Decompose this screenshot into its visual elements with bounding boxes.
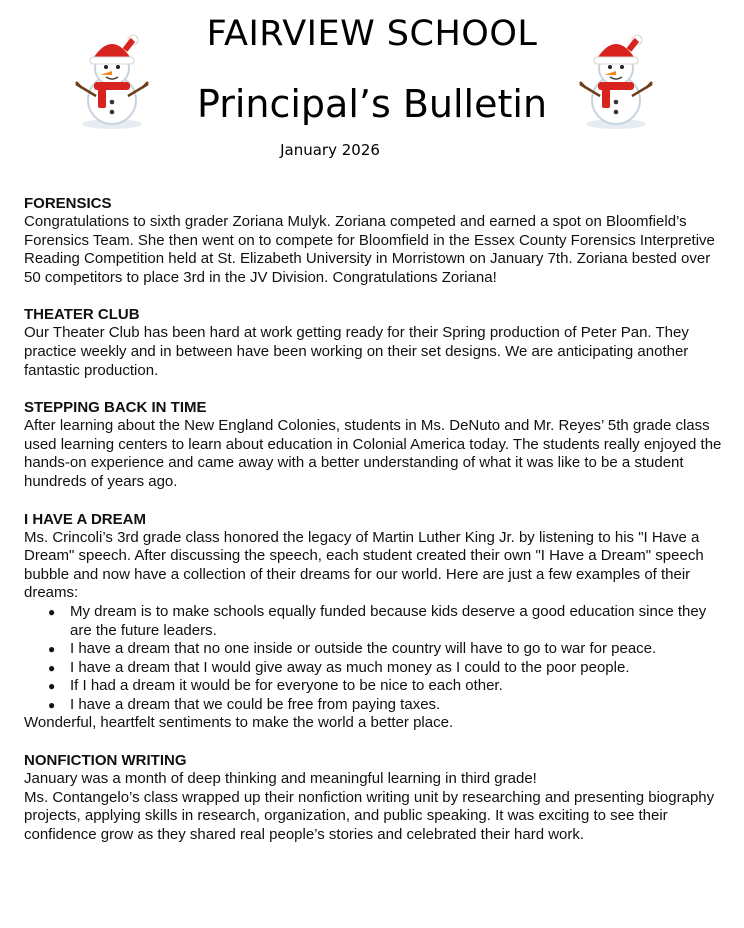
section-i-have-a-dream: [24, 510, 724, 734]
section-closing: Wonderful, heartfelt sentiments to make the world a better place.: [24, 714, 454, 732]
section-body: Congratulations to sixth grader Zoriana Mulyk. Zoriana competed and earned a spot on Bloomfield’s Forensics Team. She then went on to compete for Bloomfield in the Essex County Forensics Interpretive Reading Competition held at St. Elizabeth University in Morristown on January 7th. Zoriana bested over 50 competitors to place 3rd in the JV Division. Congratulations Zoriana!: [24, 213, 715, 286]
section-heading: THEATER CLUB: [24, 306, 140, 324]
section-heading: NONFICTION WRITING: [24, 752, 187, 770]
list-item: ● I have a dream that no one inside or outside the country will have to go to war for peace.: [48, 640, 724, 659]
bulletin-content: [24, 194, 724, 862]
section-heading: I HAVE A DREAM: [24, 510, 146, 528]
list-item: ● If I had a dream it would be for everyone to be nice to each other.: [48, 677, 724, 696]
bulletin-date: January 2026: [280, 141, 380, 159]
page-title: Principal’s Bulletin: [196, 82, 548, 126]
section-stepping-back-in-time: [24, 398, 724, 491]
section-body: January was a month of deep thinking and meaningful learning in third grade!: [24, 770, 537, 788]
list-item: ● I have a dream that I would give away as much money as I could to the poor people.: [48, 659, 724, 678]
section-body: Ms. Crincoli’s 3rd grade class honored the legacy of Martin Luther King Jr. by listening to his "I Have a Dream" speech. After discussing the speech, each student created their own "I Have a Dream" speech bubble and now have a collection of their dreams for our world. Here are just a few examples of their dreams:: [24, 528, 704, 602]
list-item: ● My dream is to make schools equally funded because kids deserve a good education since they are the future leaders.: [48, 603, 724, 640]
list-item: ● I have a dream that we could be free from paying taxes.: [48, 696, 724, 715]
school-name: FAIRVIEW SCHOOL: [206, 14, 538, 54]
section-nonfiction-writing: [24, 751, 724, 844]
section-heading: STEPPING BACK IN TIME: [24, 399, 207, 417]
section-forensics: [24, 194, 724, 287]
section-body: Our Theater Club has been hard at work getting ready for their Spring production of Peter Pan. They practice weekly and in between have been working on their set designs. We are anticipating another fantastic production.: [24, 324, 689, 379]
section-body: After learning about the New England Colonies, students in Ms. DeNuto and Mr. Reyes’ 5th grade class used learning centers to learn about education in Colonial America today. The students really enjoyed the hands-on experience and came away with a better understanding of what it was like to be a student hundreds of years ago.: [24, 417, 722, 490]
dream-list: [48, 603, 724, 715]
bulletin-header: [0, 0, 744, 190]
section-heading: FORENSICS: [24, 195, 112, 212]
section-body-2: Ms. Contangelo’s class wrapped up their nonfiction writing unit by researching and presenting biography projects, applying skills in research, organization, and public speaking. It was exciting to see their confidence grow as they shared real people’s stories and celebrated their hard work.: [24, 788, 715, 843]
snowman-icon: [574, 26, 658, 130]
section-theater-club: [24, 305, 724, 380]
